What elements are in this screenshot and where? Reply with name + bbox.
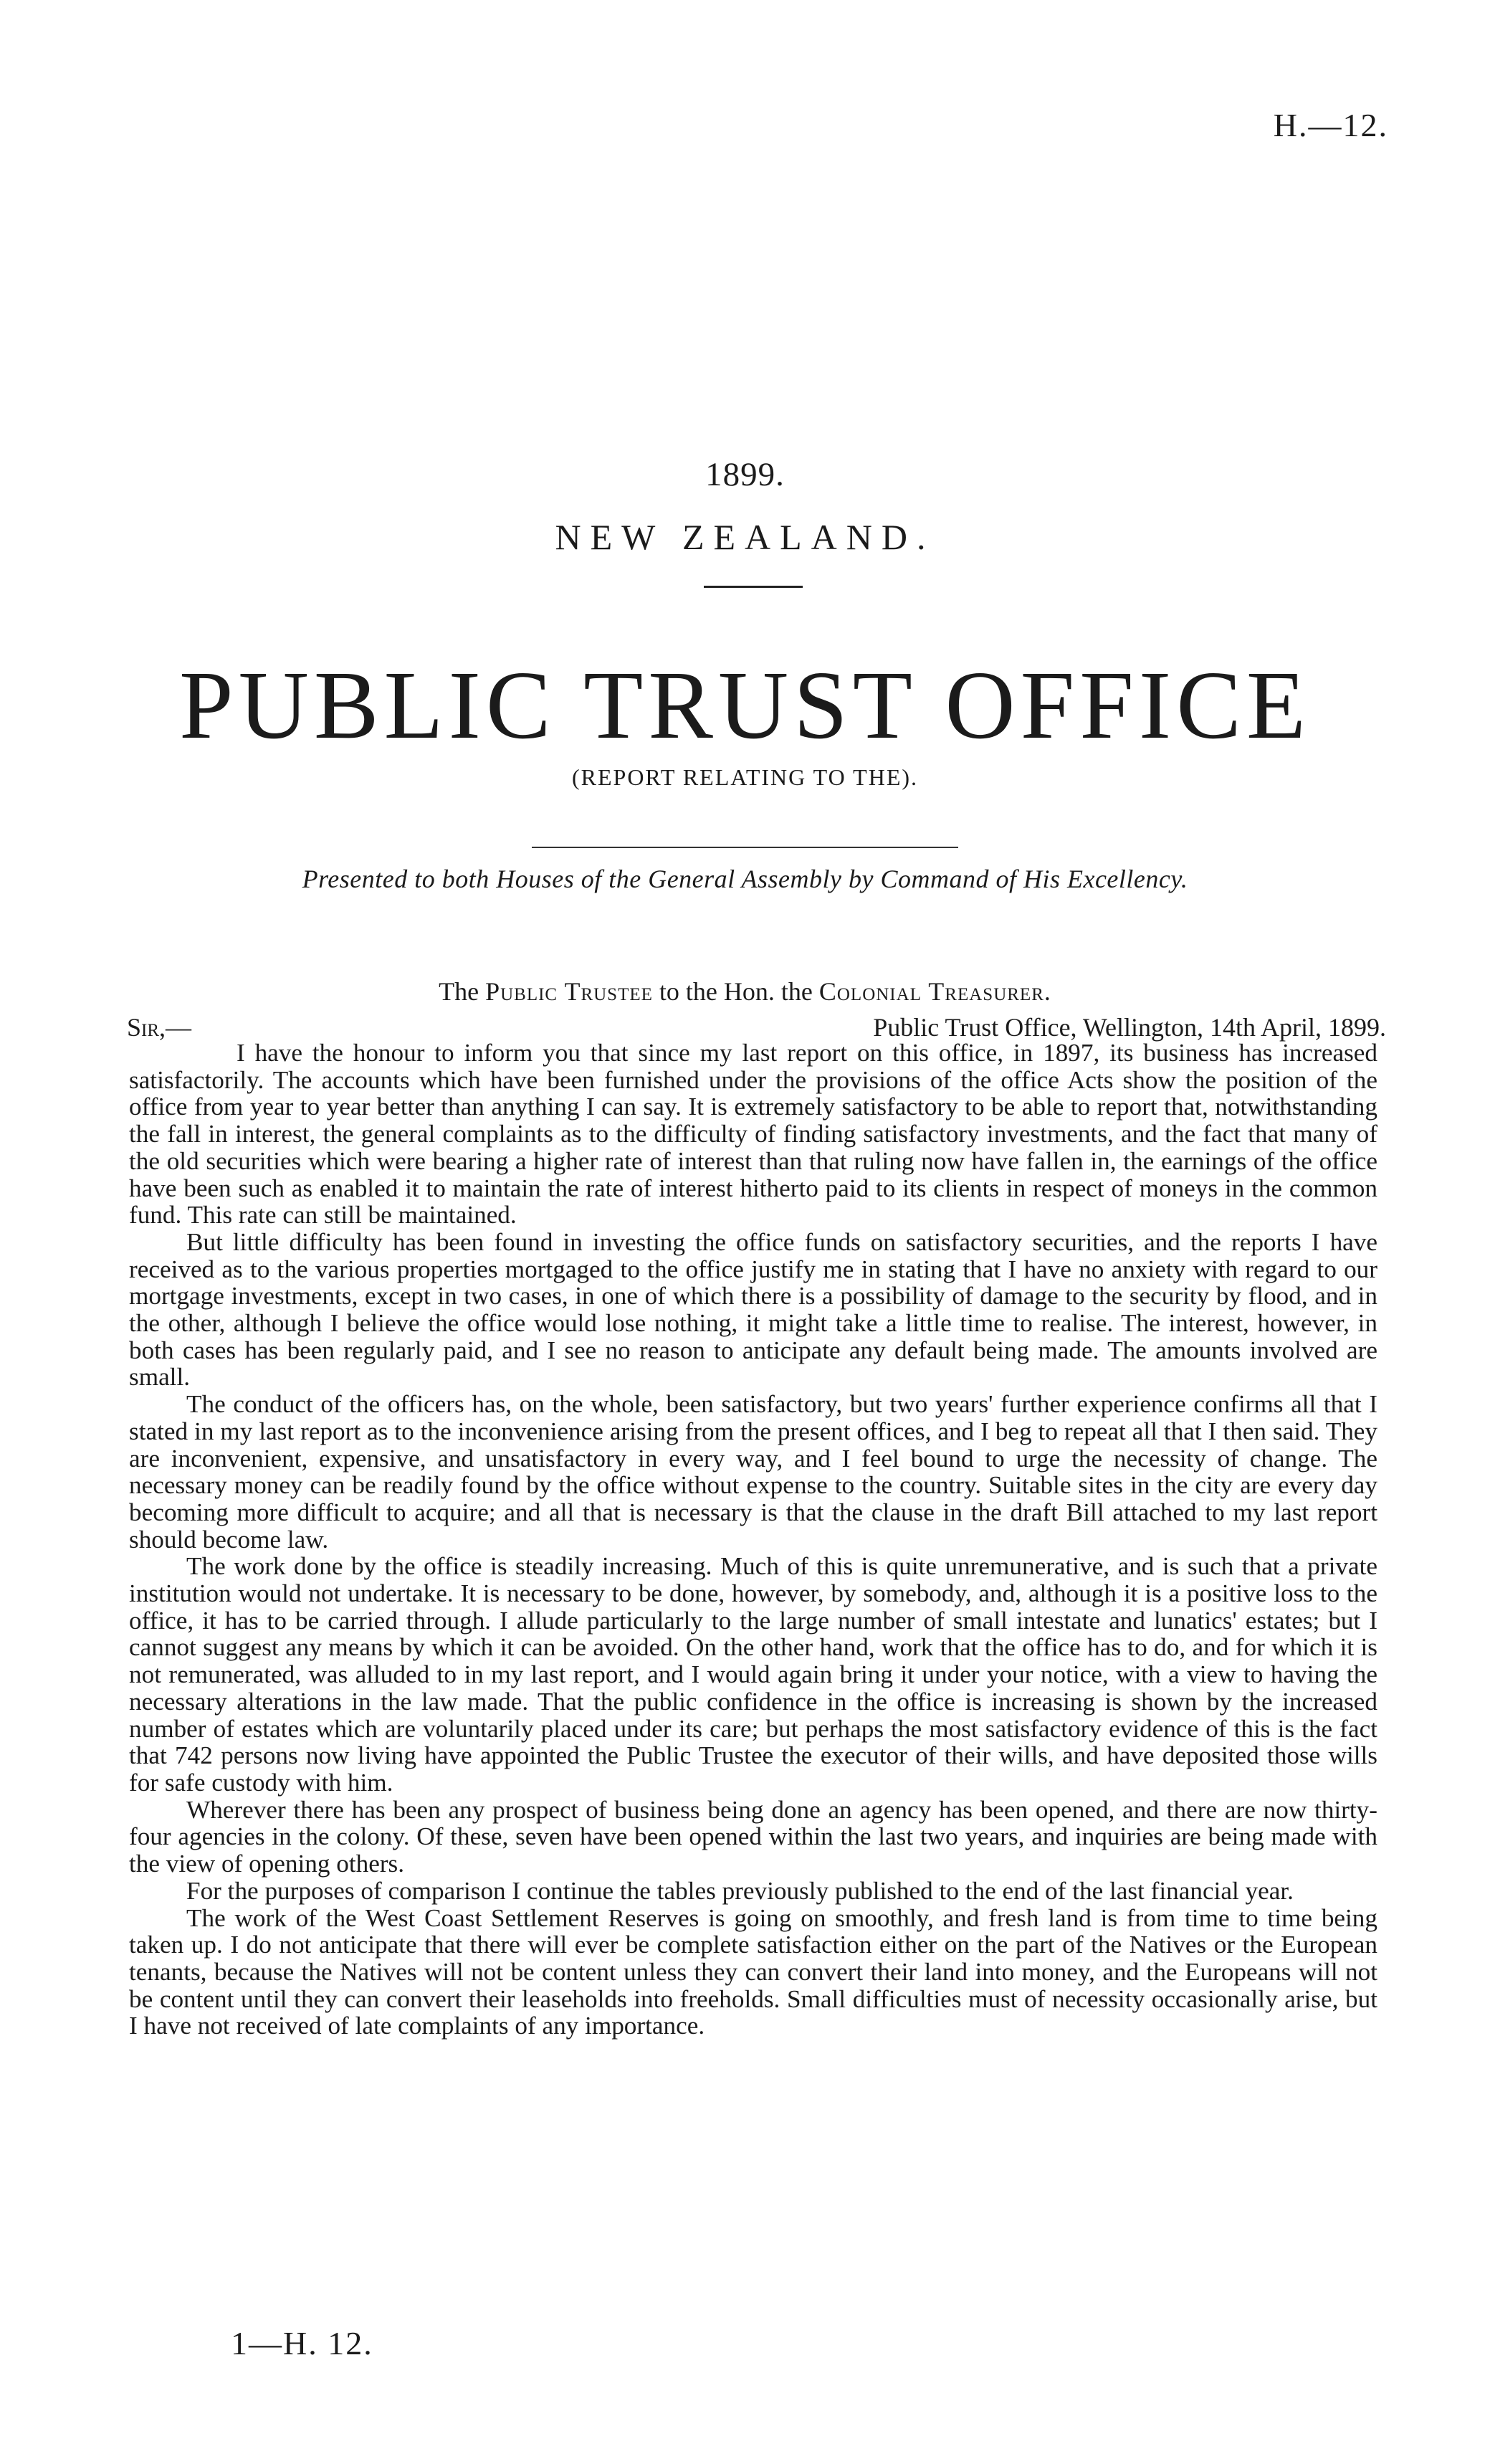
sender-title: Public Trustee xyxy=(485,977,653,1006)
dateline: Public Trust Office, Wellington, 14th April, 1899. xyxy=(873,1013,1386,1042)
address-prefix: The xyxy=(439,977,479,1006)
body-paragraph: But little difficulty has been found in investing the office funds on satisfactory securities, and the reports I have received as to the various properties mortgaged to the office justify me in stating that I have no anxiety with regard to our mortgage investments, except in two cases, in one of which there is a possibility of damage to the security by flood, and in the other, although I believe the office would lose nothing, it might take a little time to realise. The interest, however, in both cases has been regularly paid, and I see no reason to anticipate any default being made. The amounts involved are small. xyxy=(129,1227,1377,1392)
letter-body xyxy=(129,1040,1377,2040)
page-title: PUBLIC TRUST OFFICE xyxy=(179,652,1311,759)
body-paragraph: Wherever there has been any prospect of business being done an agency has been opened, and there are now thirty-four agencies in the colony. Of these, seven have been opened within the last two years, and inquiries are being made with the view of opening others. xyxy=(129,1795,1377,1878)
salutation: Sir,— xyxy=(127,1013,192,1042)
presentation-note: Presented to both Houses of the General Assembly by Command of His Excellency. xyxy=(302,865,1188,893)
long-divider xyxy=(532,847,958,848)
body-paragraph: For the purposes of comparison I continue the tables previously published to the end of the last financial year. xyxy=(186,1876,1294,1905)
sheet-signature: 1—H. 12. xyxy=(231,2325,373,2361)
address-middle: to the Hon. the xyxy=(659,977,813,1006)
body-paragraph: I have the honour to inform you that since my last report on this office, in 1897, its business has increased satisfactorily. The accounts which have been furnished under the provisions of the office Acts show the position of the office from year to year better than anything I can say. It is extremely satisfactory to be able to report that, notwithstanding the fall in interest, the general complaints as to the difficulty of finding satisfactory investments, and the fact that many of the old securities which were bearing a higher rate of interest than that ruling now have fallen in, the earnings of the office have been such as enabled it to maintain the rate of interest hitherto paid to its clients in respect of moneys in the common fund. This rate can still be maintained. xyxy=(129,1039,1377,1229)
page-reference: H.—12. xyxy=(1273,107,1388,143)
body-paragraph: The work of the West Coast Settlement Reserves is going on smoothly, and fresh land is from time to time being taken up. I do not anticipate that there will ever be complete satisfaction either on the part of the Natives or the European tenants, because the Natives will not be content unless they can convert their land into money, and the Europeans will not be content until they can convert their leaseholds into freeholds. Small difficulties must of necessity occasionally arise, but I have not received of late complaints of any importance. xyxy=(129,1903,1377,2040)
page-subtitle: (REPORT RELATING TO THE). xyxy=(571,764,919,790)
document-year: 1899. xyxy=(705,456,785,493)
country-heading: NEW ZEALAND. xyxy=(555,517,935,557)
recipient-title: Colonial Treasurer. xyxy=(818,977,1051,1006)
letter-address xyxy=(0,976,1490,1007)
body-paragraph: The work done by the office is steadily increasing. Much of this is quite unremunerative, and is such that a private institution would not undertake. It is necessary to be done, however, by somebody, and, although it is a positive loss to the office, it has to be carried through. I allude particularly to the large number of small intestate and lunatics' estates; but I cannot suggest any means by which it can be avoided. On the other hand, work that the office has to do, and for which it is not remunerated, was alluded to in my last report, and I would again bring it under your notice, with a view to having the necessary alterations in the law made. That the public confidence in the office is increasing is shown by the increased number of estates which are voluntarily placed under its care; but perhaps the most satisfactory evidence of this is the fact that 742 persons now living have appointed the Public Trustee the executor of their wills, and have deposited those wills for safe custody with him. xyxy=(129,1552,1377,1797)
body-paragraph: The conduct of the officers has, on the whole, been satisfactory, but two years' further experience confirms all that I stated in my last report as to the inconvenience arising from the present offices, and I beg to repeat all that I then said. They are inconvenient, expensive, and unsatisfactory in every way, and I feel bound to urge the necessity of change. The necessary money can be readily found by the office without expense to the country. Suitable sites in the city are every day becoming more difficult to acquire; and all that is necessary is that the clause in the draft Bill attached to my last report should become law. xyxy=(129,1390,1377,1554)
short-divider xyxy=(704,586,803,588)
